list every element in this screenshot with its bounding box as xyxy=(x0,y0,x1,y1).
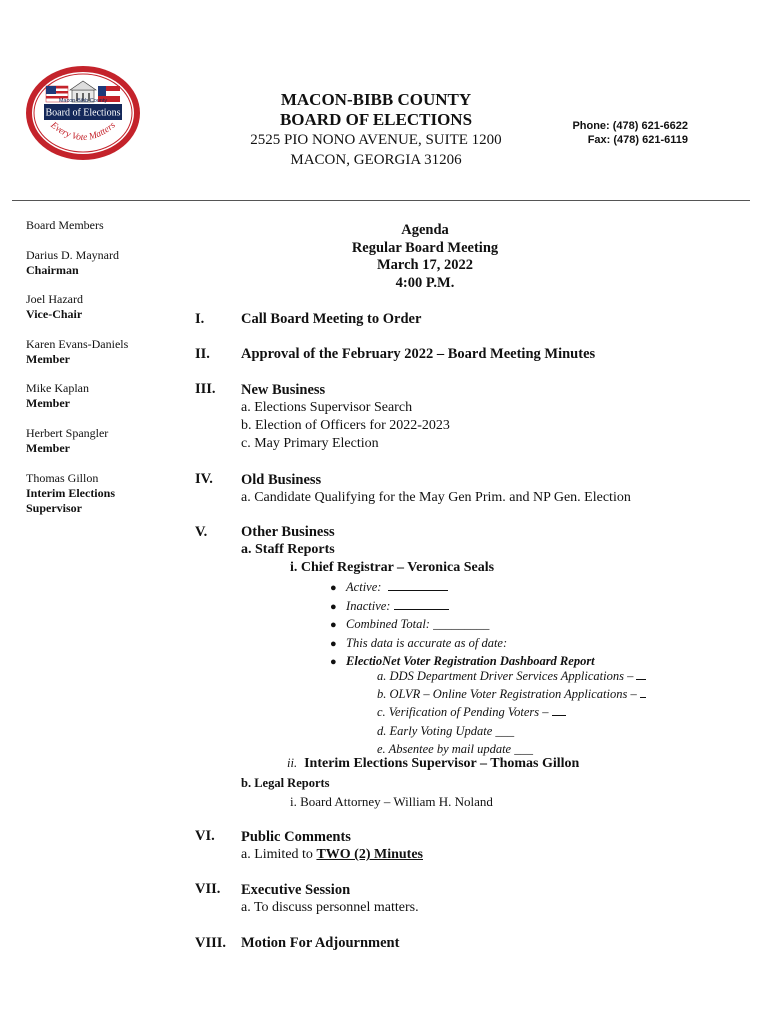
meeting-date: March 17, 2022 xyxy=(377,257,473,273)
agenda-item: c. May Primary Election xyxy=(241,436,379,451)
member-role: Interim Elections Supervisor xyxy=(26,486,115,515)
section-number: II. xyxy=(195,346,210,362)
fax-number: Fax: (478) 621-6119 xyxy=(587,134,688,146)
board-attorney: i. Board Attorney – William H. Noland xyxy=(290,794,493,809)
member-role: Vice-Chair xyxy=(26,307,83,321)
section-number: VII. xyxy=(195,881,221,897)
staff-reports: a. Staff Reports xyxy=(241,542,335,557)
organization-header xyxy=(230,90,522,170)
chief-registrar: i. Chief Registrar – Veronica Seals xyxy=(290,560,495,575)
section-number: I. xyxy=(195,311,205,327)
section-number: III. xyxy=(195,381,216,397)
member-name: Mike Kaplan xyxy=(26,381,89,395)
section-block xyxy=(241,471,631,507)
report-item: d. Early Voting Update ___ xyxy=(377,723,515,738)
registration-bullets xyxy=(330,579,595,672)
section-title: Public Comments xyxy=(241,829,351,845)
member-name: Thomas Gillon xyxy=(26,471,99,485)
agenda-item: a. Limited to TWO (2) Minutes xyxy=(241,847,423,862)
agenda-item: a. Candidate Qualifying for the May Gen Prim. and NP Gen. Election xyxy=(241,490,631,505)
section-title: Approval of the February 2022 – Board Meeting Minutes xyxy=(241,346,596,362)
member-name: Joel Hazard xyxy=(26,292,83,306)
section-title: Other Business xyxy=(241,524,335,540)
meeting-time: 4:00 P.M. xyxy=(395,274,455,291)
logo-center-text: Board of Elections xyxy=(45,107,121,119)
bullet-item: ● Inactive: xyxy=(330,598,595,617)
bullet-item: ● Active: xyxy=(330,579,595,598)
section-block xyxy=(241,828,423,864)
section-block xyxy=(241,881,419,917)
member-name: Darius D. Maynard xyxy=(26,248,119,262)
meeting-type: Regular Board Meeting xyxy=(351,239,499,256)
section-block xyxy=(241,381,450,453)
legal-reports: b. Legal Reports xyxy=(241,776,330,790)
dashboard-report-items xyxy=(377,667,646,758)
interim-supervisor-report xyxy=(287,756,579,772)
board-of-elections-logo xyxy=(24,64,142,162)
org-name-line1: MACON-BIBB COUNTY xyxy=(280,90,472,109)
member-name: Karen Evans-Daniels xyxy=(26,337,129,351)
board-members-heading: Board Members xyxy=(26,218,104,232)
agenda-title: Agenda xyxy=(401,222,449,238)
logo-bottom-text: Every Vote Matters xyxy=(48,120,118,144)
agenda-item: b. Election of Officers for 2022-2023 xyxy=(241,418,450,433)
section-title: Motion For Adjournment xyxy=(241,935,400,951)
logo-top-text: Macon-Bibb County xyxy=(58,98,108,104)
agenda-heading xyxy=(300,222,550,292)
member-role: Member xyxy=(26,396,70,410)
member-entry xyxy=(26,381,89,411)
subitem-number: ii. xyxy=(287,756,298,770)
address-line1: 2525 PIO NONO AVENUE, SUITE 1200 xyxy=(250,132,502,148)
phone-number: Phone: (478) 621-6622 xyxy=(572,120,688,132)
agenda-item: a. To discuss personnel matters. xyxy=(241,900,419,915)
member-entry xyxy=(26,337,128,367)
member-entry xyxy=(26,426,108,456)
member-role: Member xyxy=(26,352,70,366)
member-entry xyxy=(26,292,83,322)
contact-info xyxy=(540,119,688,147)
section-number: VIII. xyxy=(195,935,227,951)
member-role: Chairman xyxy=(26,263,79,277)
bullet-item: ● This data is accurate as of date: xyxy=(330,635,508,650)
member-entry xyxy=(26,471,136,516)
org-name-line2: BOARD OF ELECTIONS xyxy=(279,110,473,129)
agenda-item: a. Elections Supervisor Search xyxy=(241,400,413,415)
member-role: Member xyxy=(26,441,70,455)
section-number: VI. xyxy=(195,828,215,844)
report-item: b. OLVR – Online Voter Registration Applications – xyxy=(377,685,646,703)
subitem-title: Interim Elections Supervisor – Thomas Gillon xyxy=(304,756,580,771)
header-divider xyxy=(12,200,750,201)
report-item: a. DDS Department Driver Services Applications – xyxy=(377,667,646,685)
section-title: Call Board Meeting to Order xyxy=(241,311,422,327)
section-title: Old Business xyxy=(241,472,322,488)
bullet-item: ● ElectioNet Voter Registration Dashboard Report xyxy=(330,654,595,669)
address-line2: MACON, GEORGIA 31206 xyxy=(290,152,462,168)
member-entry xyxy=(26,248,119,278)
section-title: Executive Session xyxy=(241,882,351,898)
section-title: New Business xyxy=(241,382,326,398)
bullet-item: ● Combined Total: _________ xyxy=(330,617,490,632)
report-item: c. Verification of Pending Voters – xyxy=(377,703,646,721)
report-item: e. Absentee by mail update ___ xyxy=(377,741,533,756)
member-name: Herbert Spangler xyxy=(26,426,109,440)
section-number: V. xyxy=(195,524,208,540)
section-number: IV. xyxy=(195,471,213,487)
